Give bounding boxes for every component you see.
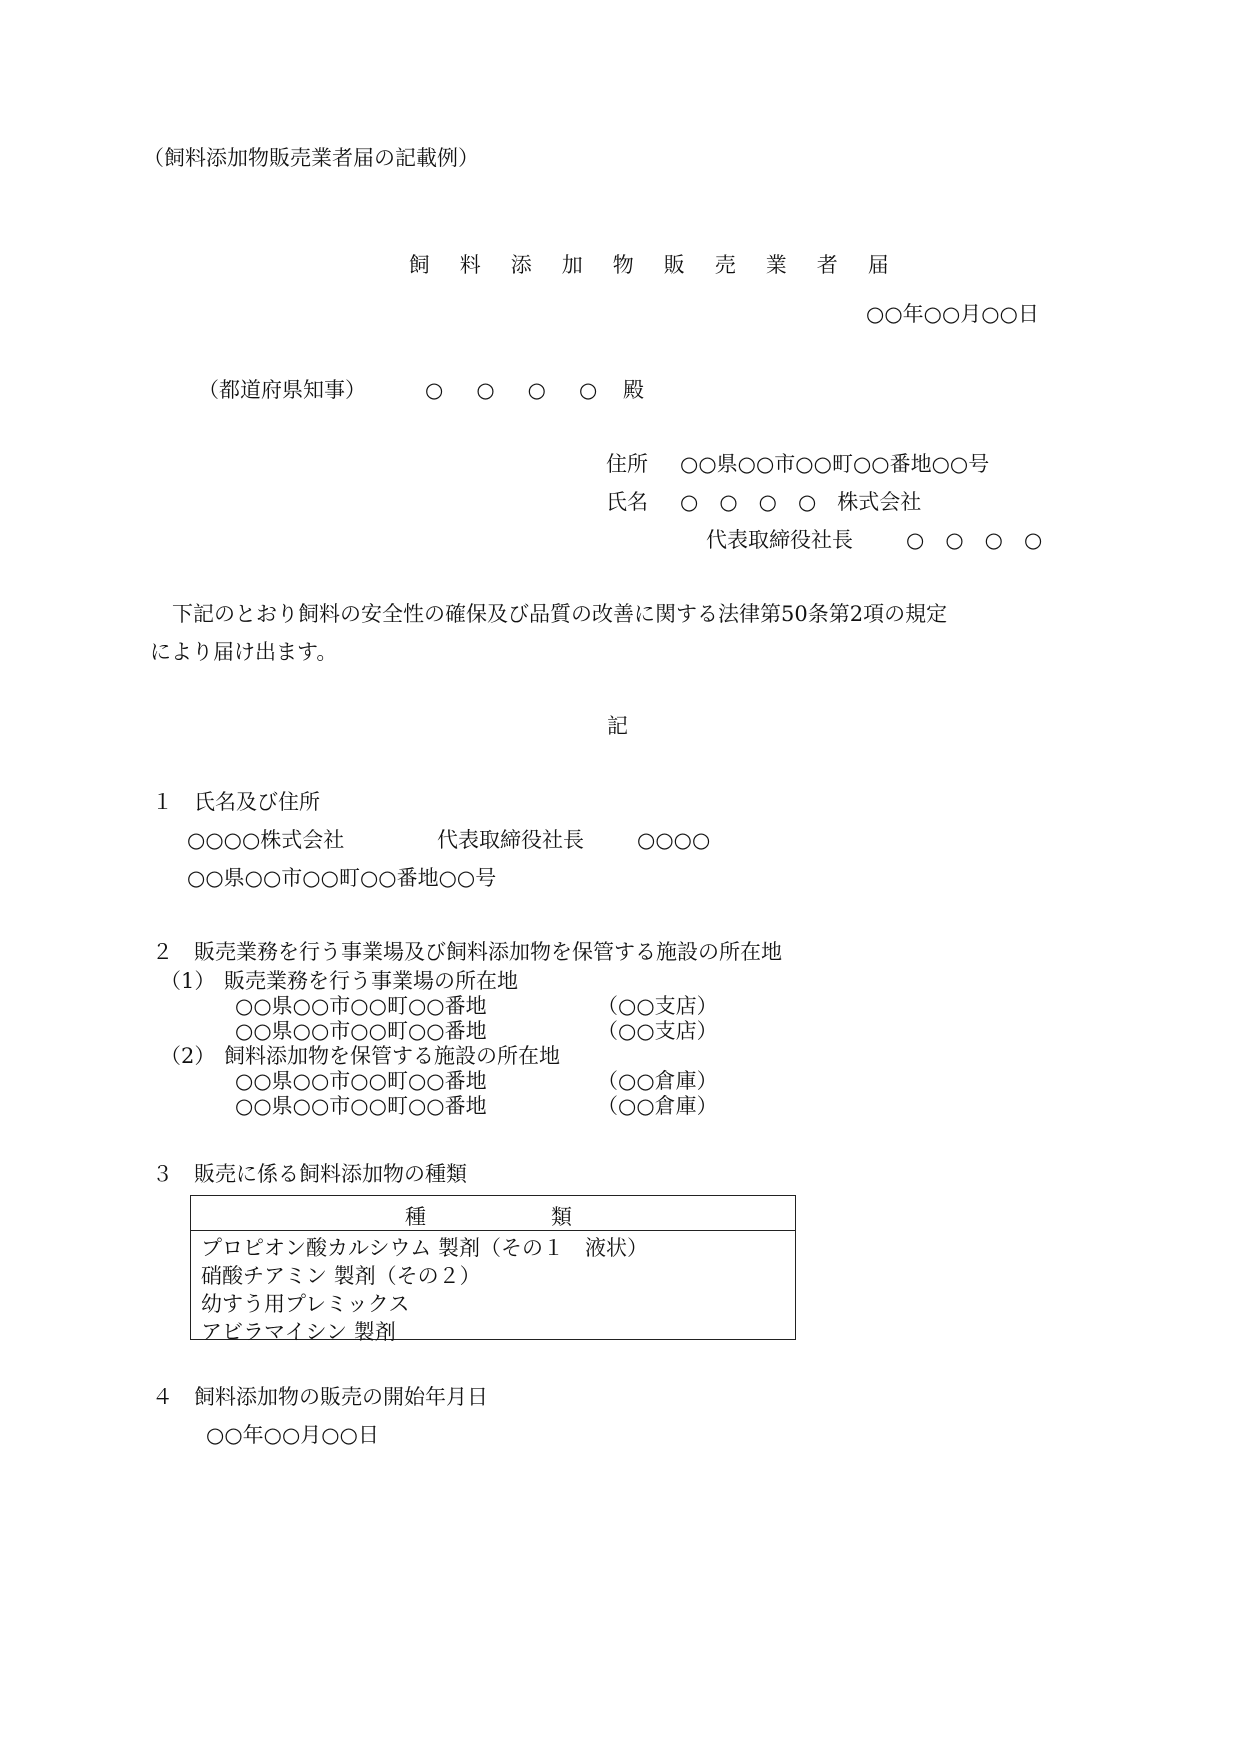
title-char: 物: [612, 253, 634, 278]
title-char: 飼: [408, 253, 430, 278]
table-row: 硝酸チアミン 製剤（その２）: [201, 1264, 481, 1288]
section-1-rep-name: ○○○○: [637, 828, 711, 852]
section-1-heading: １ 氏名及び住所: [152, 790, 320, 814]
section-2-sub-2-address: ○○県○○市○○町○○番地: [235, 1094, 487, 1118]
section-2-sub-2-note: （○○倉庫）: [597, 1069, 718, 1093]
section-2-sub-1-note: （○○支店）: [597, 994, 718, 1018]
body-text-line-2: により届け出ます。: [150, 640, 338, 664]
section-2-sub-2-heading: 飼料添加物を保管する施設の所在地: [224, 1044, 560, 1068]
document-date: ○○年○○月○○日: [866, 302, 1039, 326]
section-1-rep-title: 代表取締役社長: [437, 828, 584, 852]
table-header-left: 種: [405, 1205, 426, 1229]
table-row: アビラマイシン 製剤: [201, 1320, 396, 1344]
addressee-label: （都道府県知事）: [198, 378, 366, 402]
sender-name-value: ○ ○ ○ ○ 株式会社: [680, 490, 922, 514]
title-char: 届: [867, 253, 889, 278]
title-char: 添: [510, 253, 532, 278]
addressee-name: ○ ○ ○ ○: [425, 378, 604, 402]
ki-heading: 記: [607, 714, 628, 738]
section-2-heading: ２ 販売業務を行う事業場及び飼料添加物を保管する施設の所在地: [152, 940, 782, 964]
title-char: 者: [816, 253, 838, 278]
section-2-sub-1-label: （1）: [160, 969, 216, 993]
document-title: [382, 228, 889, 304]
addressee-honorific: 殿: [623, 378, 644, 402]
body-text-line-1: 下記のとおり飼料の安全性の確保及び品質の改善に関する法律第50条第2項の規定: [172, 602, 948, 626]
sender-name-label: 氏名: [606, 490, 648, 514]
section-3-heading: ３ 販売に係る飼料添加物の種類: [152, 1162, 467, 1186]
title-char: 販: [663, 253, 685, 278]
table-row: プロピオン酸カルシウム 製剤（その１ 液状）: [201, 1236, 648, 1260]
example-note: （飼料添加物販売業者届の記載例）: [143, 146, 479, 170]
section-2-sub-2-address: ○○県○○市○○町○○番地: [235, 1069, 487, 1093]
title-char: 売: [714, 253, 736, 278]
sender-address-label: 住所: [606, 452, 648, 476]
table-header: [191, 1196, 795, 1231]
section-4-date: ○○年○○月○○日: [206, 1423, 379, 1447]
table-body: [191, 1231, 795, 1346]
section-1-address: ○○県○○市○○町○○番地○○号: [187, 866, 497, 890]
section-2-sub-1-address: ○○県○○市○○町○○番地: [235, 1019, 487, 1043]
title-char: 業: [765, 253, 787, 278]
sender-rep-title: 代表取締役社長: [706, 528, 853, 552]
title-char: 料: [459, 253, 481, 278]
sender-address-value: ○○県○○市○○町○○番地○○号: [680, 452, 990, 476]
section-2-sub-2-label: （2）: [160, 1044, 216, 1068]
section-2-sub-2-note: （○○倉庫）: [597, 1094, 718, 1118]
section-1-company: ○○○○株式会社: [187, 828, 345, 852]
section-2-sub-1-heading: 販売業務を行う事業場の所在地: [224, 969, 518, 993]
sender-rep-name: ○ ○ ○ ○: [906, 528, 1043, 552]
additive-types-table: [190, 1195, 796, 1344]
title-char: 加: [561, 253, 583, 278]
table-row: 幼すう用プレミックス: [201, 1292, 410, 1316]
section-4-heading: ４ 飼料添加物の販売の開始年月日: [152, 1385, 488, 1409]
section-2-sub-1-address: ○○県○○市○○町○○番地: [235, 994, 487, 1018]
section-2-sub-1-note: （○○支店）: [597, 1019, 718, 1043]
table-header-right: 類: [551, 1205, 572, 1229]
